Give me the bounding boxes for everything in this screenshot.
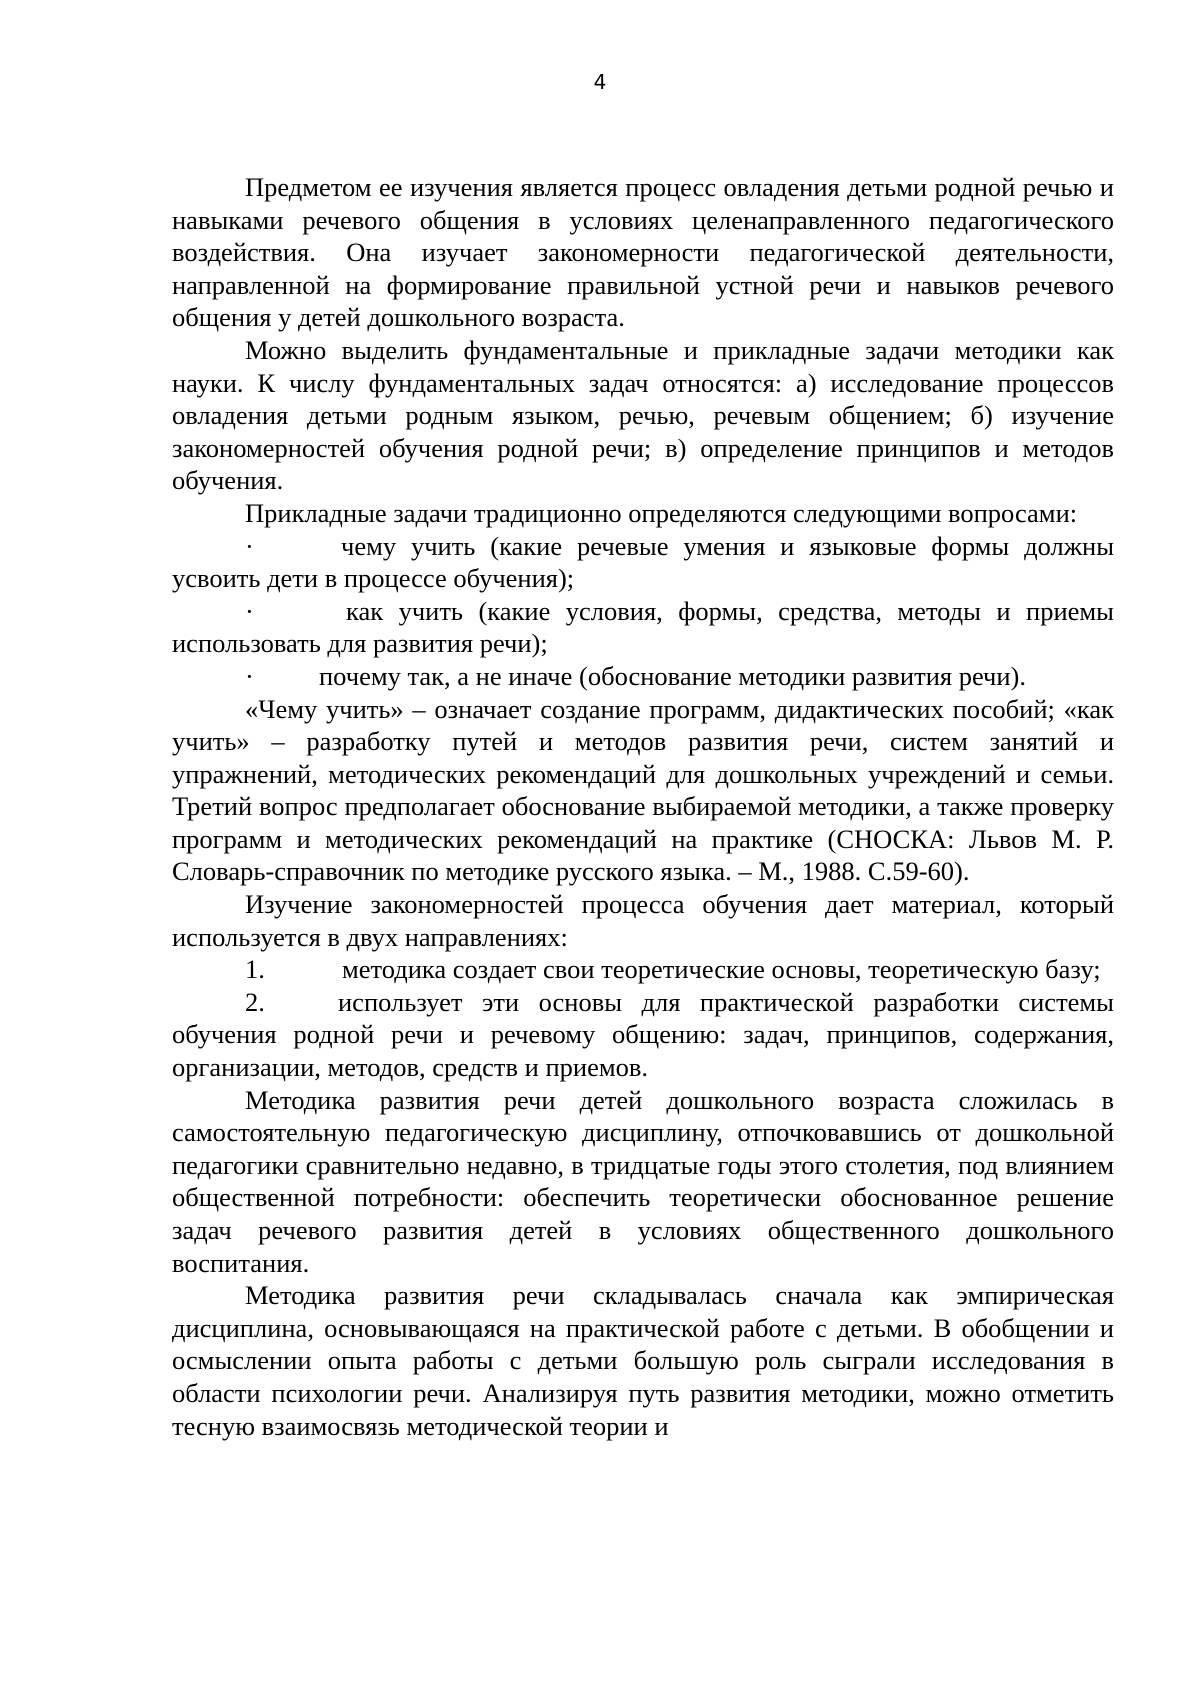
paragraph: Можно выделить фундаментальные и прикладные задачи методики как науки. К числу фундаментальных задач относятся: а) исследование процессов овладения детьми родным языком, речью, речевым общением; б) изучение закономерностей обучения родной речи; в) определение принципов и методов обучения. [172,334,1114,496]
bullet-marker: · [245,530,254,561]
bullet-marker: · [245,595,254,626]
bullet-text: чему учить (какие речевые умения и языковые формы должны усвоить дети в процессе обучения); [172,530,1114,594]
numbered-text: методика создает свои теоретические основы, теоретическую базу; [342,954,1101,985]
paragraph: Прикладные задачи традиционно определяются следующими вопросами: [245,497,1078,528]
body-text [172,171,1114,1442]
bullet-item [172,660,1114,693]
bullet-item [172,530,1114,595]
numbered-text: использует эти основы для практической разработки системы обучения родной речи и речевому общению: задач, принципов, содержания, организации, методов, средств и приемов. [172,986,1114,1083]
bullet-item [172,595,1114,660]
numbered-item [172,953,1114,986]
paragraph: Изучение закономерностей процесса обучения дает материал, который используется в двух направлениях: [172,889,1114,952]
paragraph: «Чему учить» – означает создание программ, дидактических пособий; «как учить» – разработку путей и методов развития речи, систем занятий и упражнений, методических рекомендаций для дошкольных учреждений и семьи. Третий вопрос предполагает обоснование выбираемой методики, а также проверку программ и методических рекомендаций на практике (СНОСКА: Львов М. Р. Словарь-справочник по методике русского языка. – М., 1988. С.59-60). [172,693,1114,887]
paragraph: Методика развития речи складывалась сначала как эмпирическая дисциплина, основывающаяся на практической работе с детьми. В обобщении и осмыслении опыта работы с детьми большую роль сыграли исследования в области психологии речи. Анализируя путь развития методики, можно отметить тесную взаимосвязь методической теории и [172,1280,1114,1441]
number-marker: 1. [245,954,265,985]
page-number: 4 [593,70,607,94]
number-marker: 2. [245,986,265,1017]
bullet-marker: · [245,660,254,691]
paragraph: Предметом ее изучения является процесс овладения детьми родной речью и навыками речевого общения в условиях целенаправленного педагогического воздействия. Она изучает закономерности педагогической деятельности, направленной на формирование правильной устной речи и навыков речевого общения у детей дошкольного возраста. [172,172,1114,333]
bullet-text: почему так, а не иначе (обоснование методики развития речи). [319,660,1026,691]
paragraph: Методика развития речи детей дошкольного возраста сложилась в самостоятельную педагогическую дисциплину, отпочковавшись от дошкольной педагогики сравнительно недавно, в тридцатые годы этого столетия, под влиянием общественной потребности: обеспечить теоретически обоснованное решение задач речевого развития детей в условиях общественного дошкольного воспитания. [172,1084,1114,1278]
numbered-item [172,986,1114,1084]
bullet-text: как учить (какие условия, формы, средства, методы и приемы использовать для развития речи); [172,595,1114,659]
